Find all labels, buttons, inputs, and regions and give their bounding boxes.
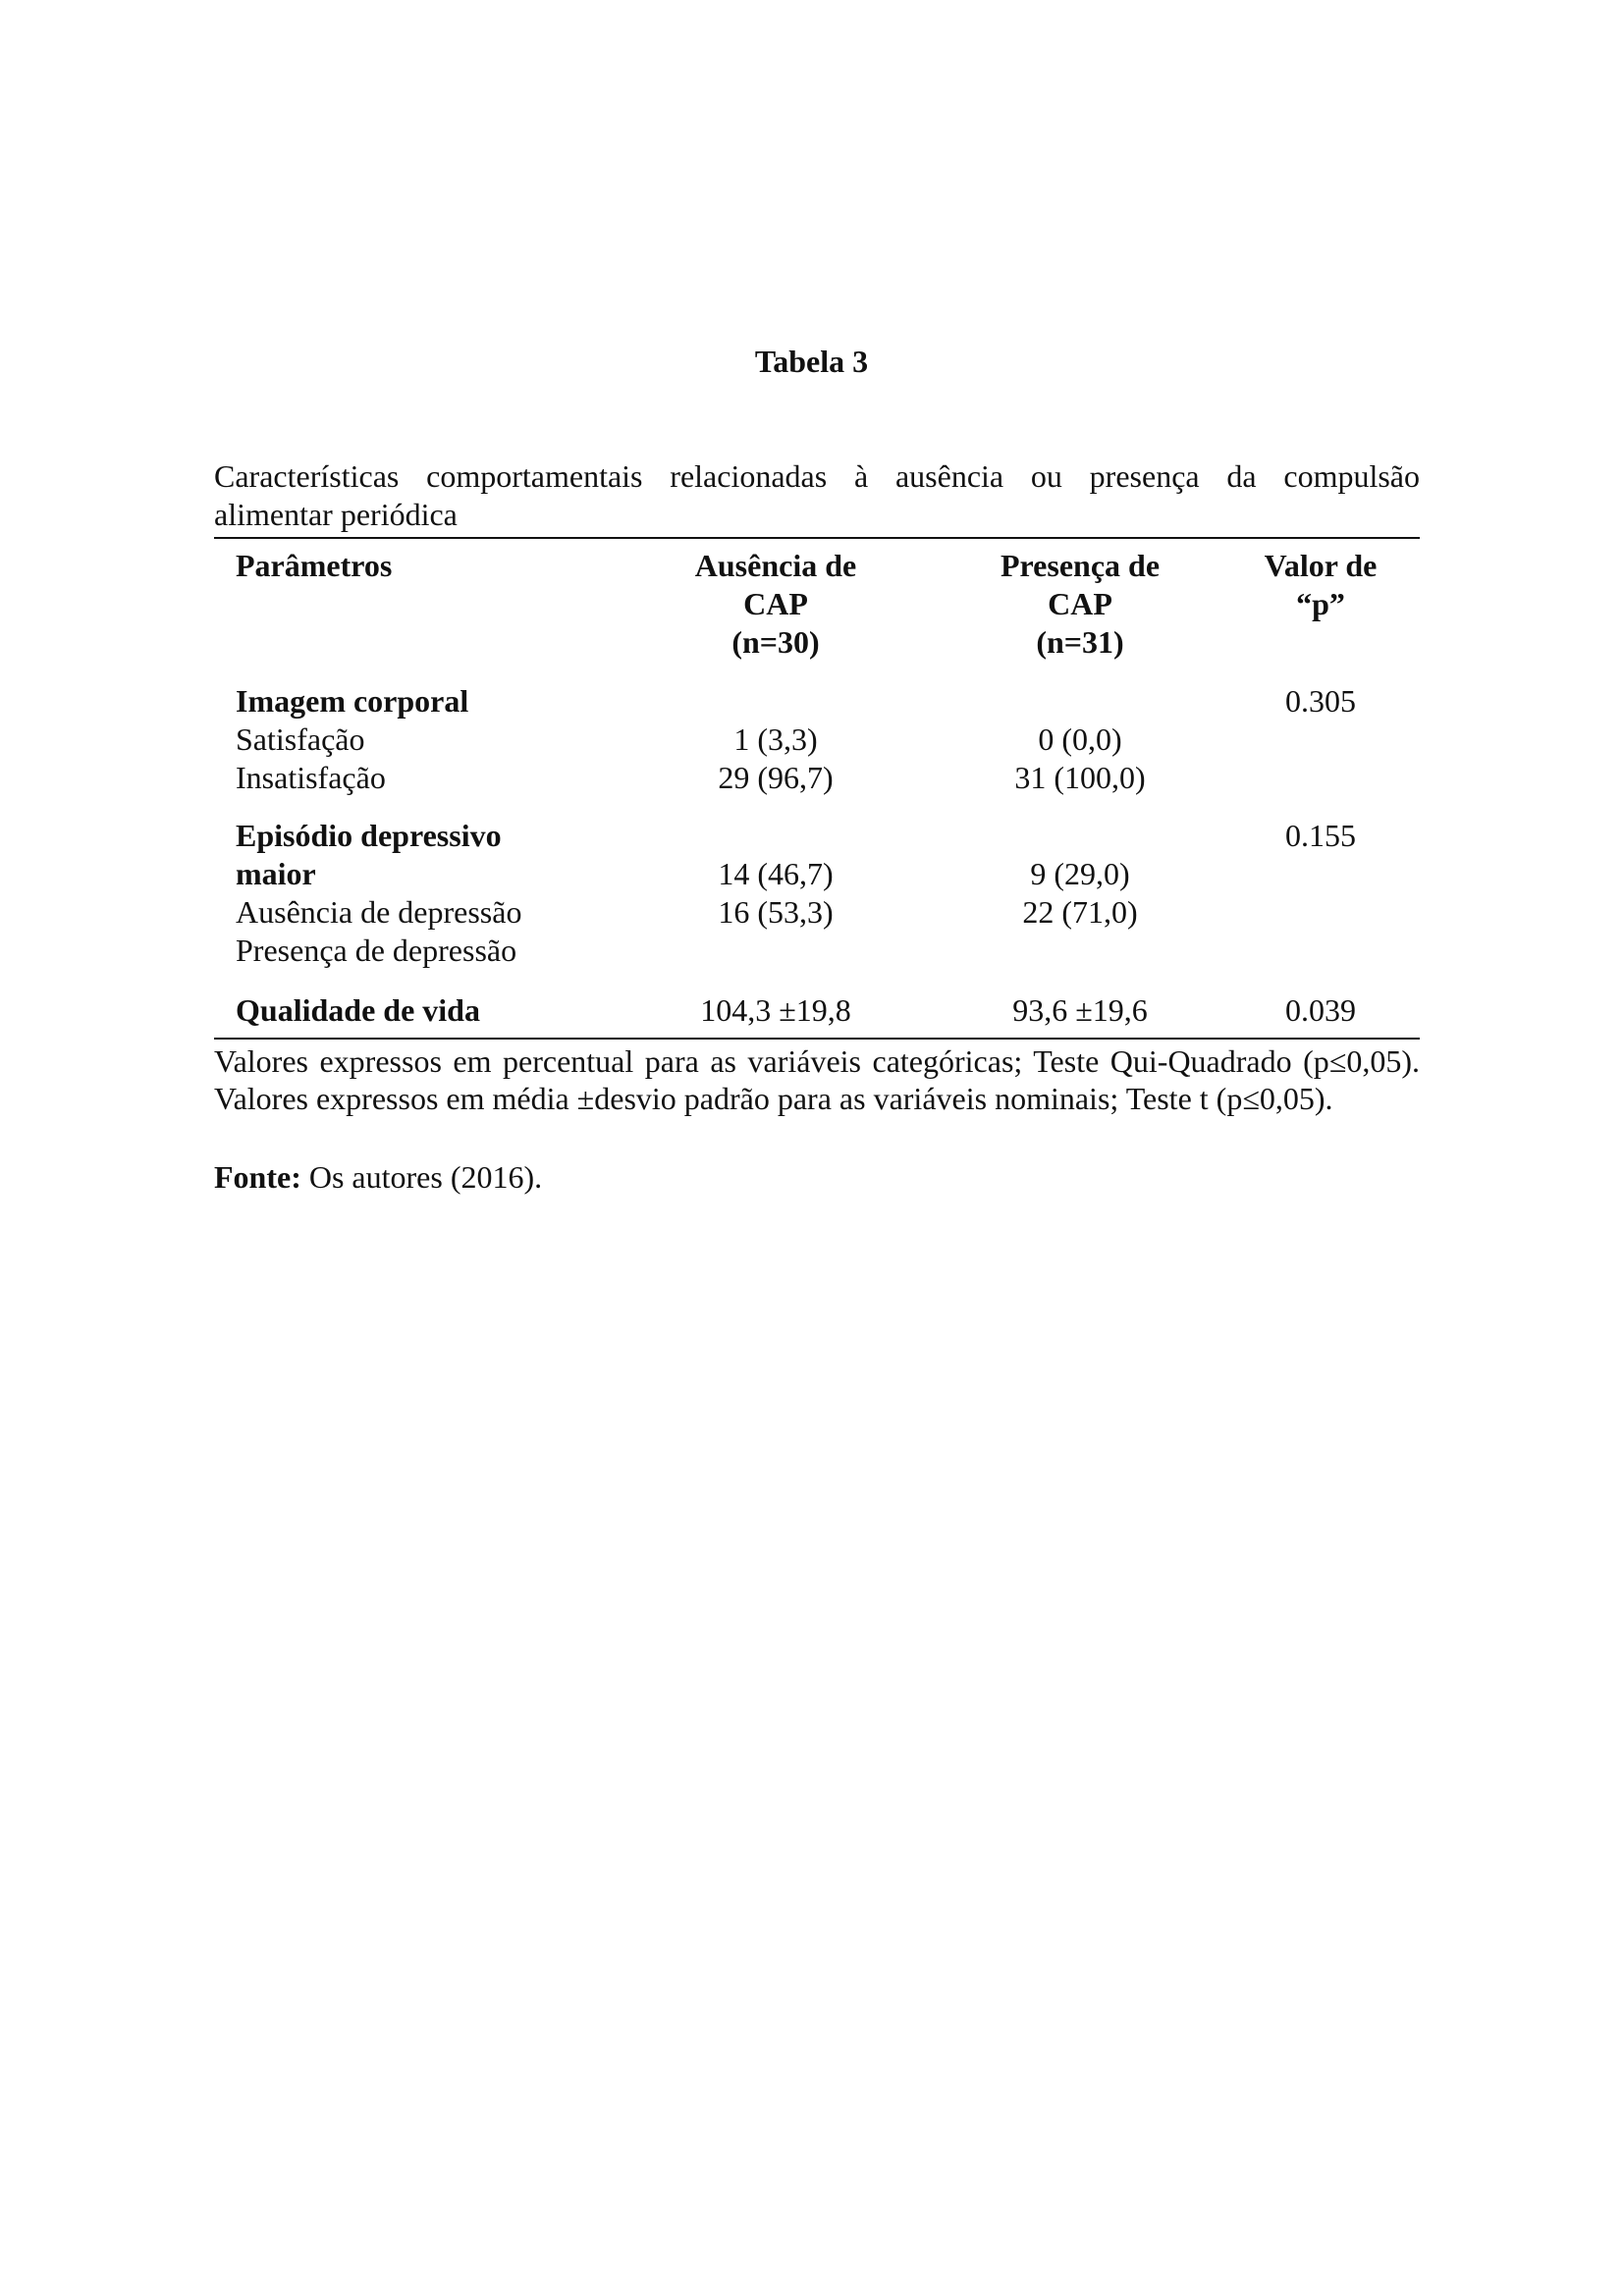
- header-parametros: Parâmetros: [236, 548, 393, 583]
- source-line: [214, 1158, 542, 1196]
- header-present-line-3: (n=31): [1036, 624, 1124, 660]
- table-top-rule: [214, 537, 1420, 539]
- header-p-line-1: Valor de: [1264, 548, 1378, 583]
- table-bottom-rule: [214, 1038, 1420, 1040]
- header-p-line-2: “p”: [1296, 586, 1345, 621]
- row-label: Insatisfação: [236, 760, 386, 795]
- page-title: Tabela 3: [754, 344, 869, 379]
- caption-line-1: Características comportamentais relacionadas à ausência ou presença da compulsão: [214, 458, 1420, 494]
- section-label-body-image: Imagem corporal: [236, 683, 469, 719]
- header-present-line-2: CAP: [1048, 586, 1112, 621]
- section-label-depression-2: maior: [236, 856, 316, 891]
- source-label: Fonte:: [214, 1159, 301, 1195]
- cell-absent: 104,3 ±19,8: [700, 992, 851, 1028]
- cell-present: 31 (100,0): [1014, 760, 1146, 795]
- row-label: Presença de depressão: [236, 933, 517, 968]
- source-text: Os autores (2016).: [300, 1159, 543, 1195]
- caption-line-2: alimentar periódica: [214, 497, 458, 532]
- header-present-cap: [972, 547, 1188, 662]
- header-absent-line-1: Ausência de: [694, 548, 857, 583]
- table-caption: [214, 457, 1420, 534]
- header-absent-line-2: CAP: [743, 586, 808, 621]
- row-label: Satisfação: [236, 721, 365, 757]
- p-value-depression: 0.155: [1285, 818, 1356, 853]
- section-label-quality: Qualidade de vida: [236, 992, 480, 1028]
- p-value-quality: 0.039: [1285, 992, 1356, 1028]
- section-label-depression-1: Episódio depressivo: [236, 818, 502, 853]
- cell-present: 93,6 ±19,6: [1012, 992, 1148, 1028]
- header-present-line-1: Presença de: [1000, 548, 1161, 583]
- cell-absent: 1 (3,3): [733, 721, 818, 757]
- cell-present: 22 (71,0): [1022, 894, 1138, 930]
- cell-absent: 14 (46,7): [718, 856, 834, 891]
- cell-absent: 16 (53,3): [718, 894, 834, 930]
- header-absent-line-3: (n=30): [731, 624, 820, 660]
- cell-present: 9 (29,0): [1030, 856, 1130, 891]
- row-label: Ausência de depressão: [236, 894, 522, 930]
- p-value-body-image: 0.305: [1285, 683, 1356, 719]
- table-footnote: Valores expressos em percentual para as variáveis categóricas; Teste Qui-Quadrado (p≤0,05). Valores expressos em média ±desvio padrão para as variáveis nominais; Teste t (p≤0,05).: [214, 1043, 1420, 1116]
- cell-present: 0 (0,0): [1038, 721, 1122, 757]
- header-absent-cap: [668, 547, 884, 662]
- cell-absent: 29 (96,7): [718, 760, 834, 795]
- header-p-value: [1227, 547, 1414, 623]
